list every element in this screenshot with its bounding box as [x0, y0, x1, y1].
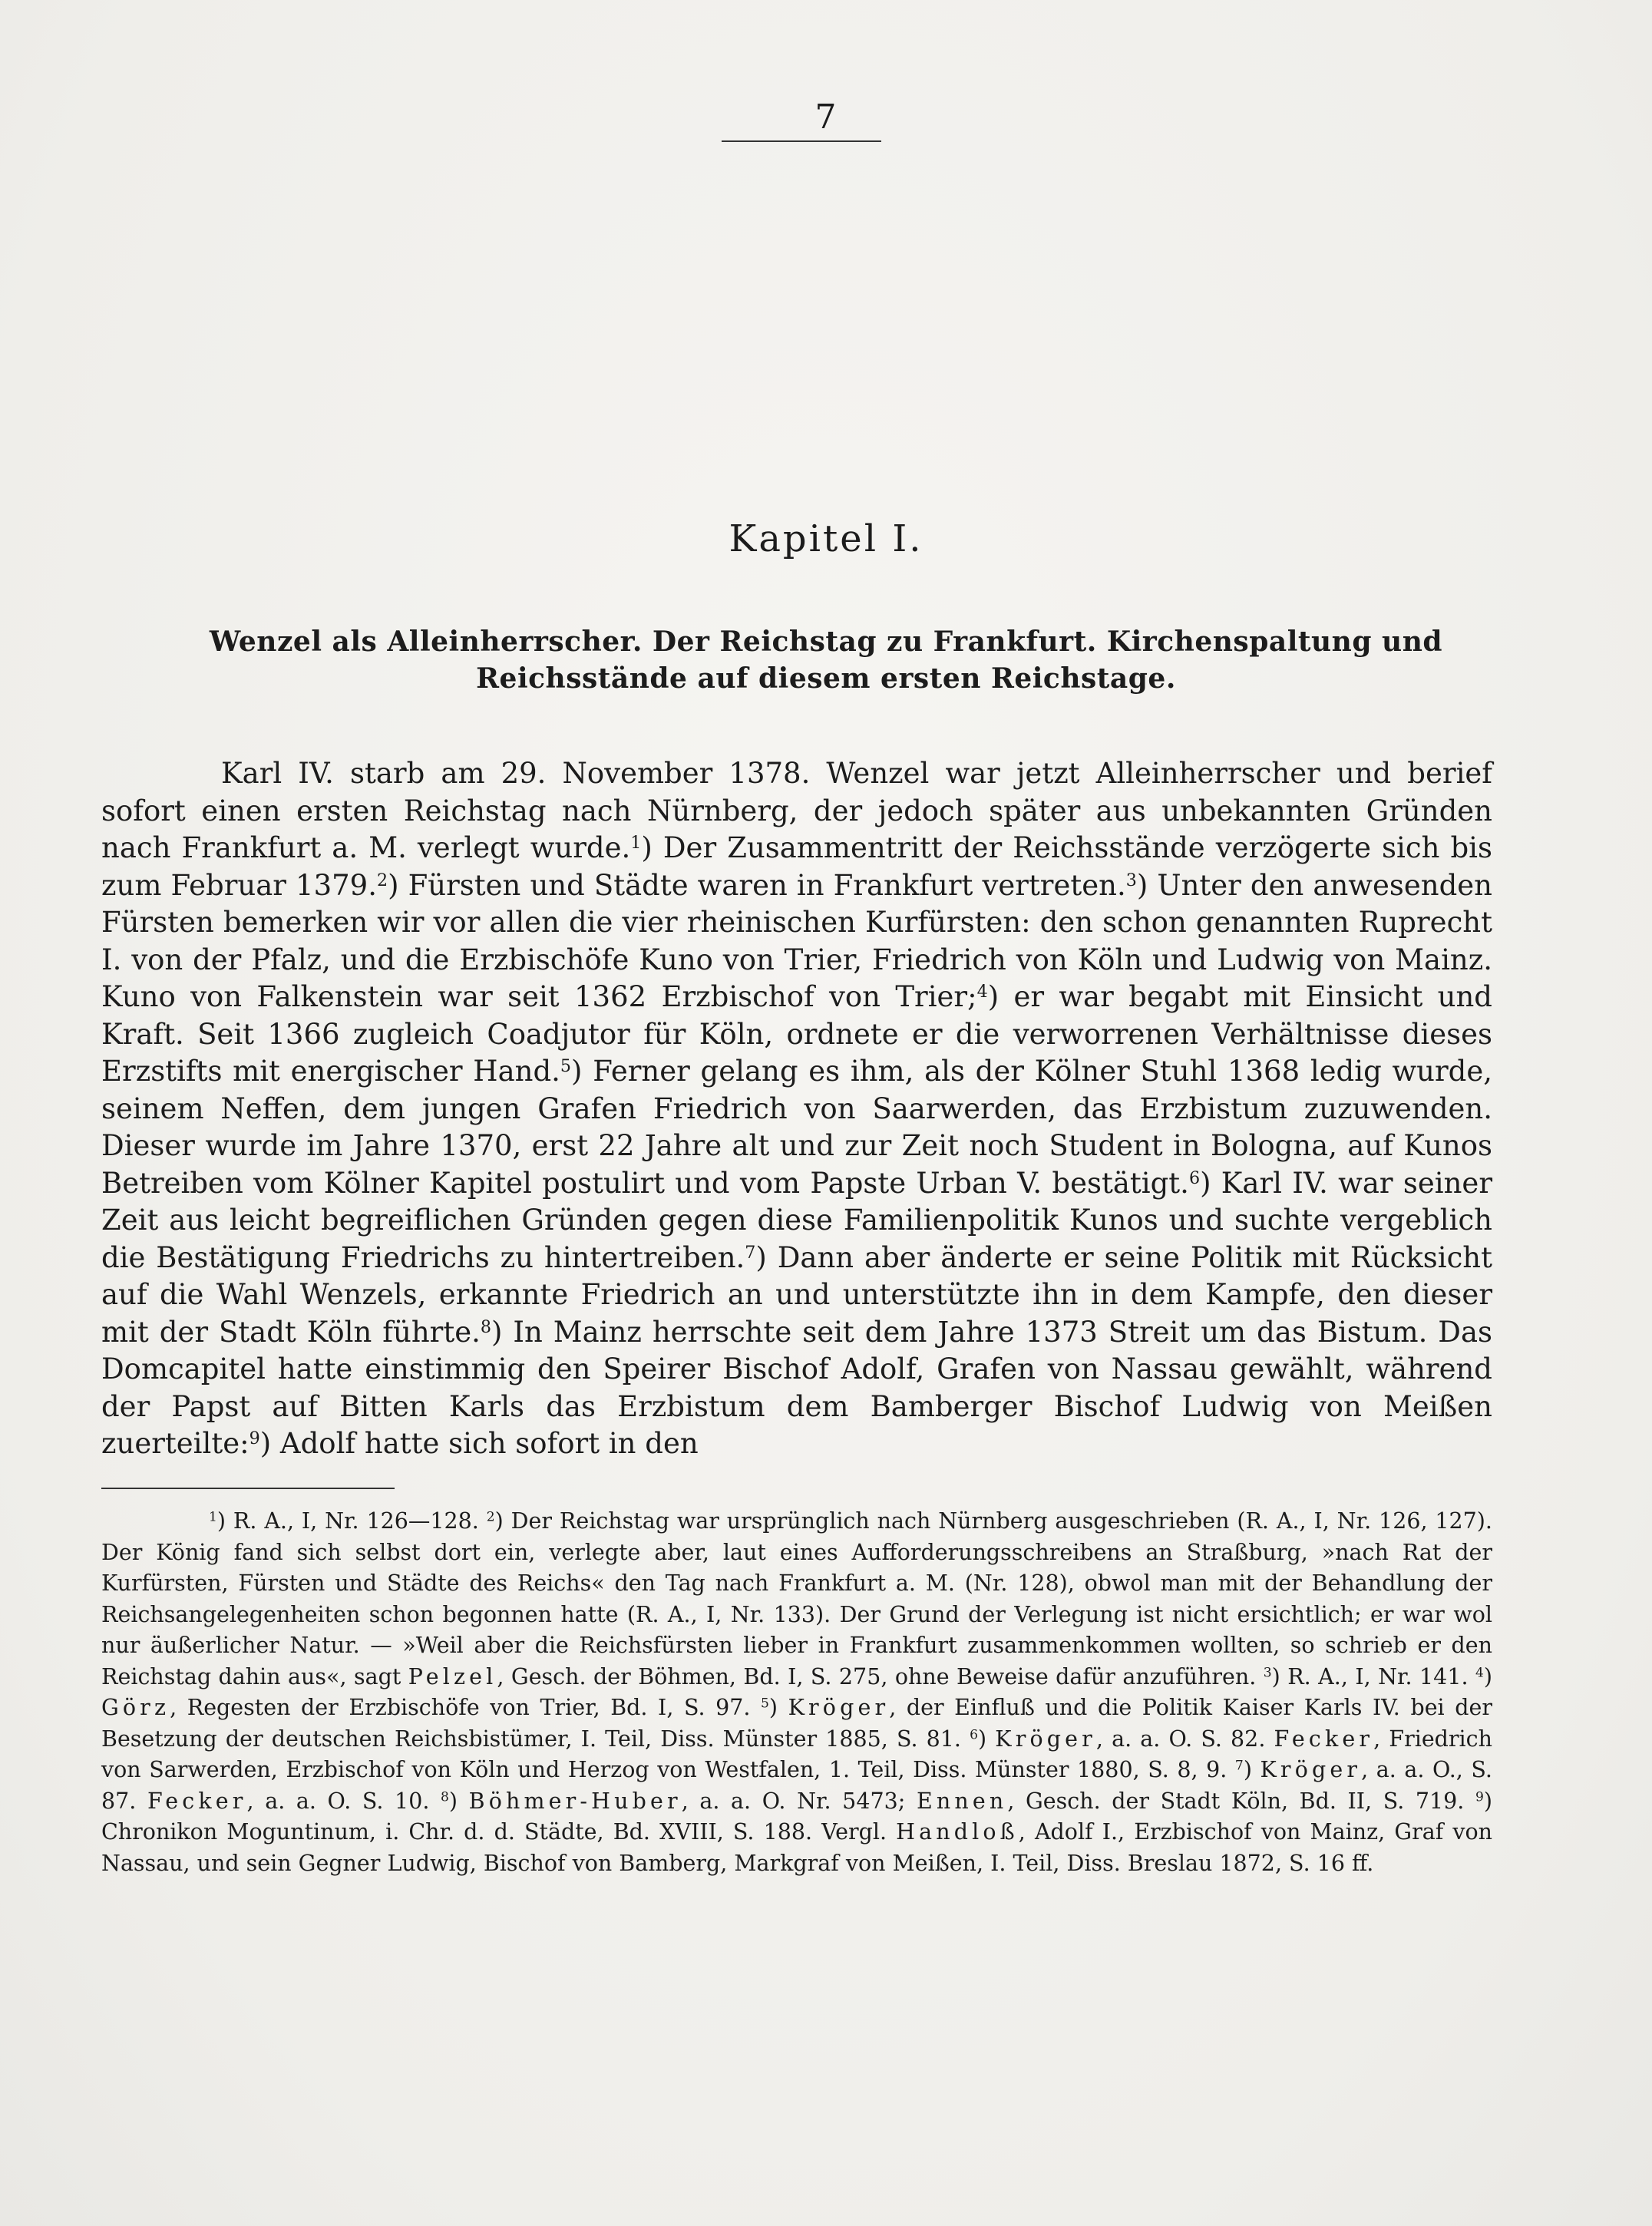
footnote-text: , Adolf I., Erzbischof von Mainz, Graf von Nassau, und sein Gegner Ludwig, Bischof von Bamberg, Markgraf von Meißen, I. Teil, Diss. Breslau 1872, S. 16 ff. [101, 1819, 1492, 1876]
footnote-text: ) R. A., I, Nr. 141. [1271, 1663, 1475, 1689]
footnote-reference: 1 [630, 832, 642, 853]
footnote-text: ) R. A., I, Nr. 126—128. [216, 1508, 487, 1534]
footnote-text: , der Einfluß und die Politik Kaiser Karls IV. bei der Besetzung der deutschen Reichsbistümer, I. Teil, Diss. Münster 1885, S. 81. [101, 1695, 1492, 1752]
footnote-reference: 8 [480, 1316, 491, 1337]
footnote-marker: 8 [441, 1789, 449, 1805]
footnote-reference: 5 [560, 1055, 572, 1076]
body-text-segment: ) Unter den anwesenden Fürsten bemerken wir vor allen die vier rheinischen Kurfürsten: den schon genannten Ruprecht I. von der Pfalz, und die Erzbischöfe Kuno von Trier, Friedrich von Köln und Ludwig von Mainz. Kuno von Falkenstein war seit 1362 Erzbischof von Trier; [101, 868, 1492, 1013]
body-text-segment: Karl IV. starb am 29. November 1378. Wenzel war jetzt Alleinherrscher und berief sofort einen ersten Reichstag nach Nürnberg, der jedoch später aus unbekannten Gründen nach Frankfurt a. M. verlegt wurde. [101, 757, 1492, 864]
footnote-marker: 6 [970, 1727, 979, 1743]
chapter-subtitle: Wenzel als Alleinherrscher. Der Reichstag zu Frankfurt. Kirchenspaltung und Reichsstände auf diesem ersten Reichstage. [209, 626, 1443, 695]
footnote-text: ) Chronikon Moguntinum, i. Chr. d. d. Städte, Bd. XVIII, S. 188. Vergl. [101, 1788, 1492, 1845]
footnote-text: ) [448, 1788, 469, 1814]
footnote-author: Fecker [1274, 1726, 1374, 1752]
footnote-reference: 6 [1188, 1167, 1201, 1188]
footnote-text: , a. a. O. S. 10. [246, 1788, 441, 1814]
footnote-marker: 3 [1263, 1665, 1272, 1681]
footnote-marker: 5 [761, 1696, 769, 1712]
body-paragraph [101, 755, 1492, 1463]
footnote-text: ) [768, 1695, 788, 1720]
footnote-reference: 7 [745, 1242, 756, 1263]
body-text-segment: ) Der Zusammentritt der Reichsstände verzögerte sich bis zum Februar 1379. [101, 831, 1492, 902]
page-number-rule [722, 140, 881, 142]
page-number: 7 [814, 97, 838, 137]
footnote-text: , Friedrich von Sarwerden, Erzbischof von Köln und Herzog von Westfalen, 1. Teil, Diss. Münster 1880, S. 8, 9. [101, 1726, 1492, 1782]
footnote-author: Kröger [1260, 1757, 1362, 1782]
footnote-text: ) [1243, 1757, 1260, 1782]
footnote-text: , Regesten der Erzbischöfe von Trier, Bd. I, S. 97. [170, 1695, 762, 1720]
body-text-segment: ) Dann aber änderte er seine Politik mit Rücksicht auf die Wahl Wenzels, erkannte Friedrich an und unterstützte ihn in dem Kampfe, den dieser mit der Stadt Köln führte. [101, 1240, 1492, 1349]
footnote-author: Handloß [896, 1819, 1019, 1845]
footnote-reference: 3 [1125, 870, 1137, 890]
footnote-text: , a. a. O., S. 87. [101, 1757, 1492, 1814]
footnote-author: Pelzel [408, 1663, 497, 1689]
body-text-segment: ) Karl IV. war seiner Zeit aus leicht begreiflichen Gründen gegen diese Familienpolitik Kunos und suchte vergeblich die Bestätigung Friedrichs zu hintertreiben. [101, 1166, 1493, 1274]
footnote-text: ) [978, 1726, 996, 1752]
footnote-marker: 1 [209, 1509, 217, 1525]
footnote-text: , Gesch. der Böhmen, Bd. I, S. 275, ohne Beweise dafür anzuführen. [497, 1663, 1264, 1689]
footnote-author: Ennen [916, 1788, 1008, 1814]
footnote-text: , Gesch. der Stadt Köln, Bd. II, S. 719. [1007, 1788, 1475, 1814]
footnote-author: Görz [101, 1695, 170, 1720]
footnote-text: , a. a. O. S. 82. [1095, 1726, 1274, 1752]
footnote-marker: 4 [1475, 1665, 1484, 1681]
footnote-text: , a. a. O. Nr. 5473; [681, 1788, 917, 1814]
footnote-marker: 2 [486, 1509, 495, 1525]
body-text-segment: ) Fürsten und Städte waren in Frankfurt vertreten. [388, 868, 1126, 902]
footnote-marker: 7 [1234, 1758, 1244, 1774]
body-text-segment: ) er war begabt mit Einsicht und Kraft. Seit 1366 zugleich Coadjutor für Köln, ordnete er die verworrenen Verhältnisse dieses Erzstifts mit energischer Hand. [101, 980, 1492, 1088]
footnote-author: Kröger [788, 1695, 890, 1720]
footnote-reference: 9 [249, 1428, 260, 1448]
footnote-author: Kröger [995, 1726, 1096, 1752]
footnote-separator [101, 1488, 395, 1489]
footnote-reference: 2 [376, 870, 388, 890]
footnote-marker: 9 [1475, 1789, 1484, 1805]
footnote-author: Fecker [147, 1788, 247, 1814]
body-text-segment: ) Ferner gelang es ihm, als der Kölner Stuhl 1368 ledig wurde, seinem Neffen, dem jungen Grafen Friedrich von Saarwerden, das Erzbistum zuzuwenden. Dieser wurde im Jahre 1370, erst 22 Jahre alt und zur Zeit noch Student in Bologna, auf Kunos Betreiben vom Kölner Kapitel postulirt und vom Papste Urban V. bestätigt. [101, 1055, 1492, 1200]
footnote-text: ) Der Reichstag war ursprünglich nach Nürnberg ausgeschrieben (R. A., I, Nr. 126, 127). Der König fand sich selbst dort ein, verlegte aber, laut eines Aufforderungsschreibens an Straßburg, »nach Rat der Kurfürsten, Fürsten und Städte des Reichs« den Tag nach Frankfurt a. M. (Nr. 128), obwol man mit der Behandlung der Reichsangelegenheiten schon begonnen hatte (R. A., I, Nr. 133). Der Grund der Verlegung ist nicht ersichtlich; er war wol nur äußerlicher Natur. — »Weil aber die Reichsfürsten lieber in Frankfurt zusammenkommen wollten, so schrieb er den Reichstag dahin aus«, sagt [101, 1508, 1492, 1689]
chapter-title: Kapitel I. [729, 517, 923, 560]
footnote-author: Böhmer-Huber [468, 1788, 682, 1814]
footnote-text: ) [1483, 1663, 1492, 1689]
body-text-segment: ) Adolf hatte sich sofort in den [259, 1427, 699, 1460]
footnotes-block [101, 1506, 1492, 1879]
body-text-segment: ) In Mainz herrschte seit dem Jahre 1373 Streit um das Bistum. Das Domcapitel hatte einstimmig den Speirer Bischof Adolf, Grafen von Nassau gewählt, während der Papst auf Bitten Karls das Erzbistum dem Bamberger Bischof Ludwig von Meißen zuerteilte: [101, 1315, 1492, 1460]
footnote-reference: 4 [976, 981, 988, 1002]
